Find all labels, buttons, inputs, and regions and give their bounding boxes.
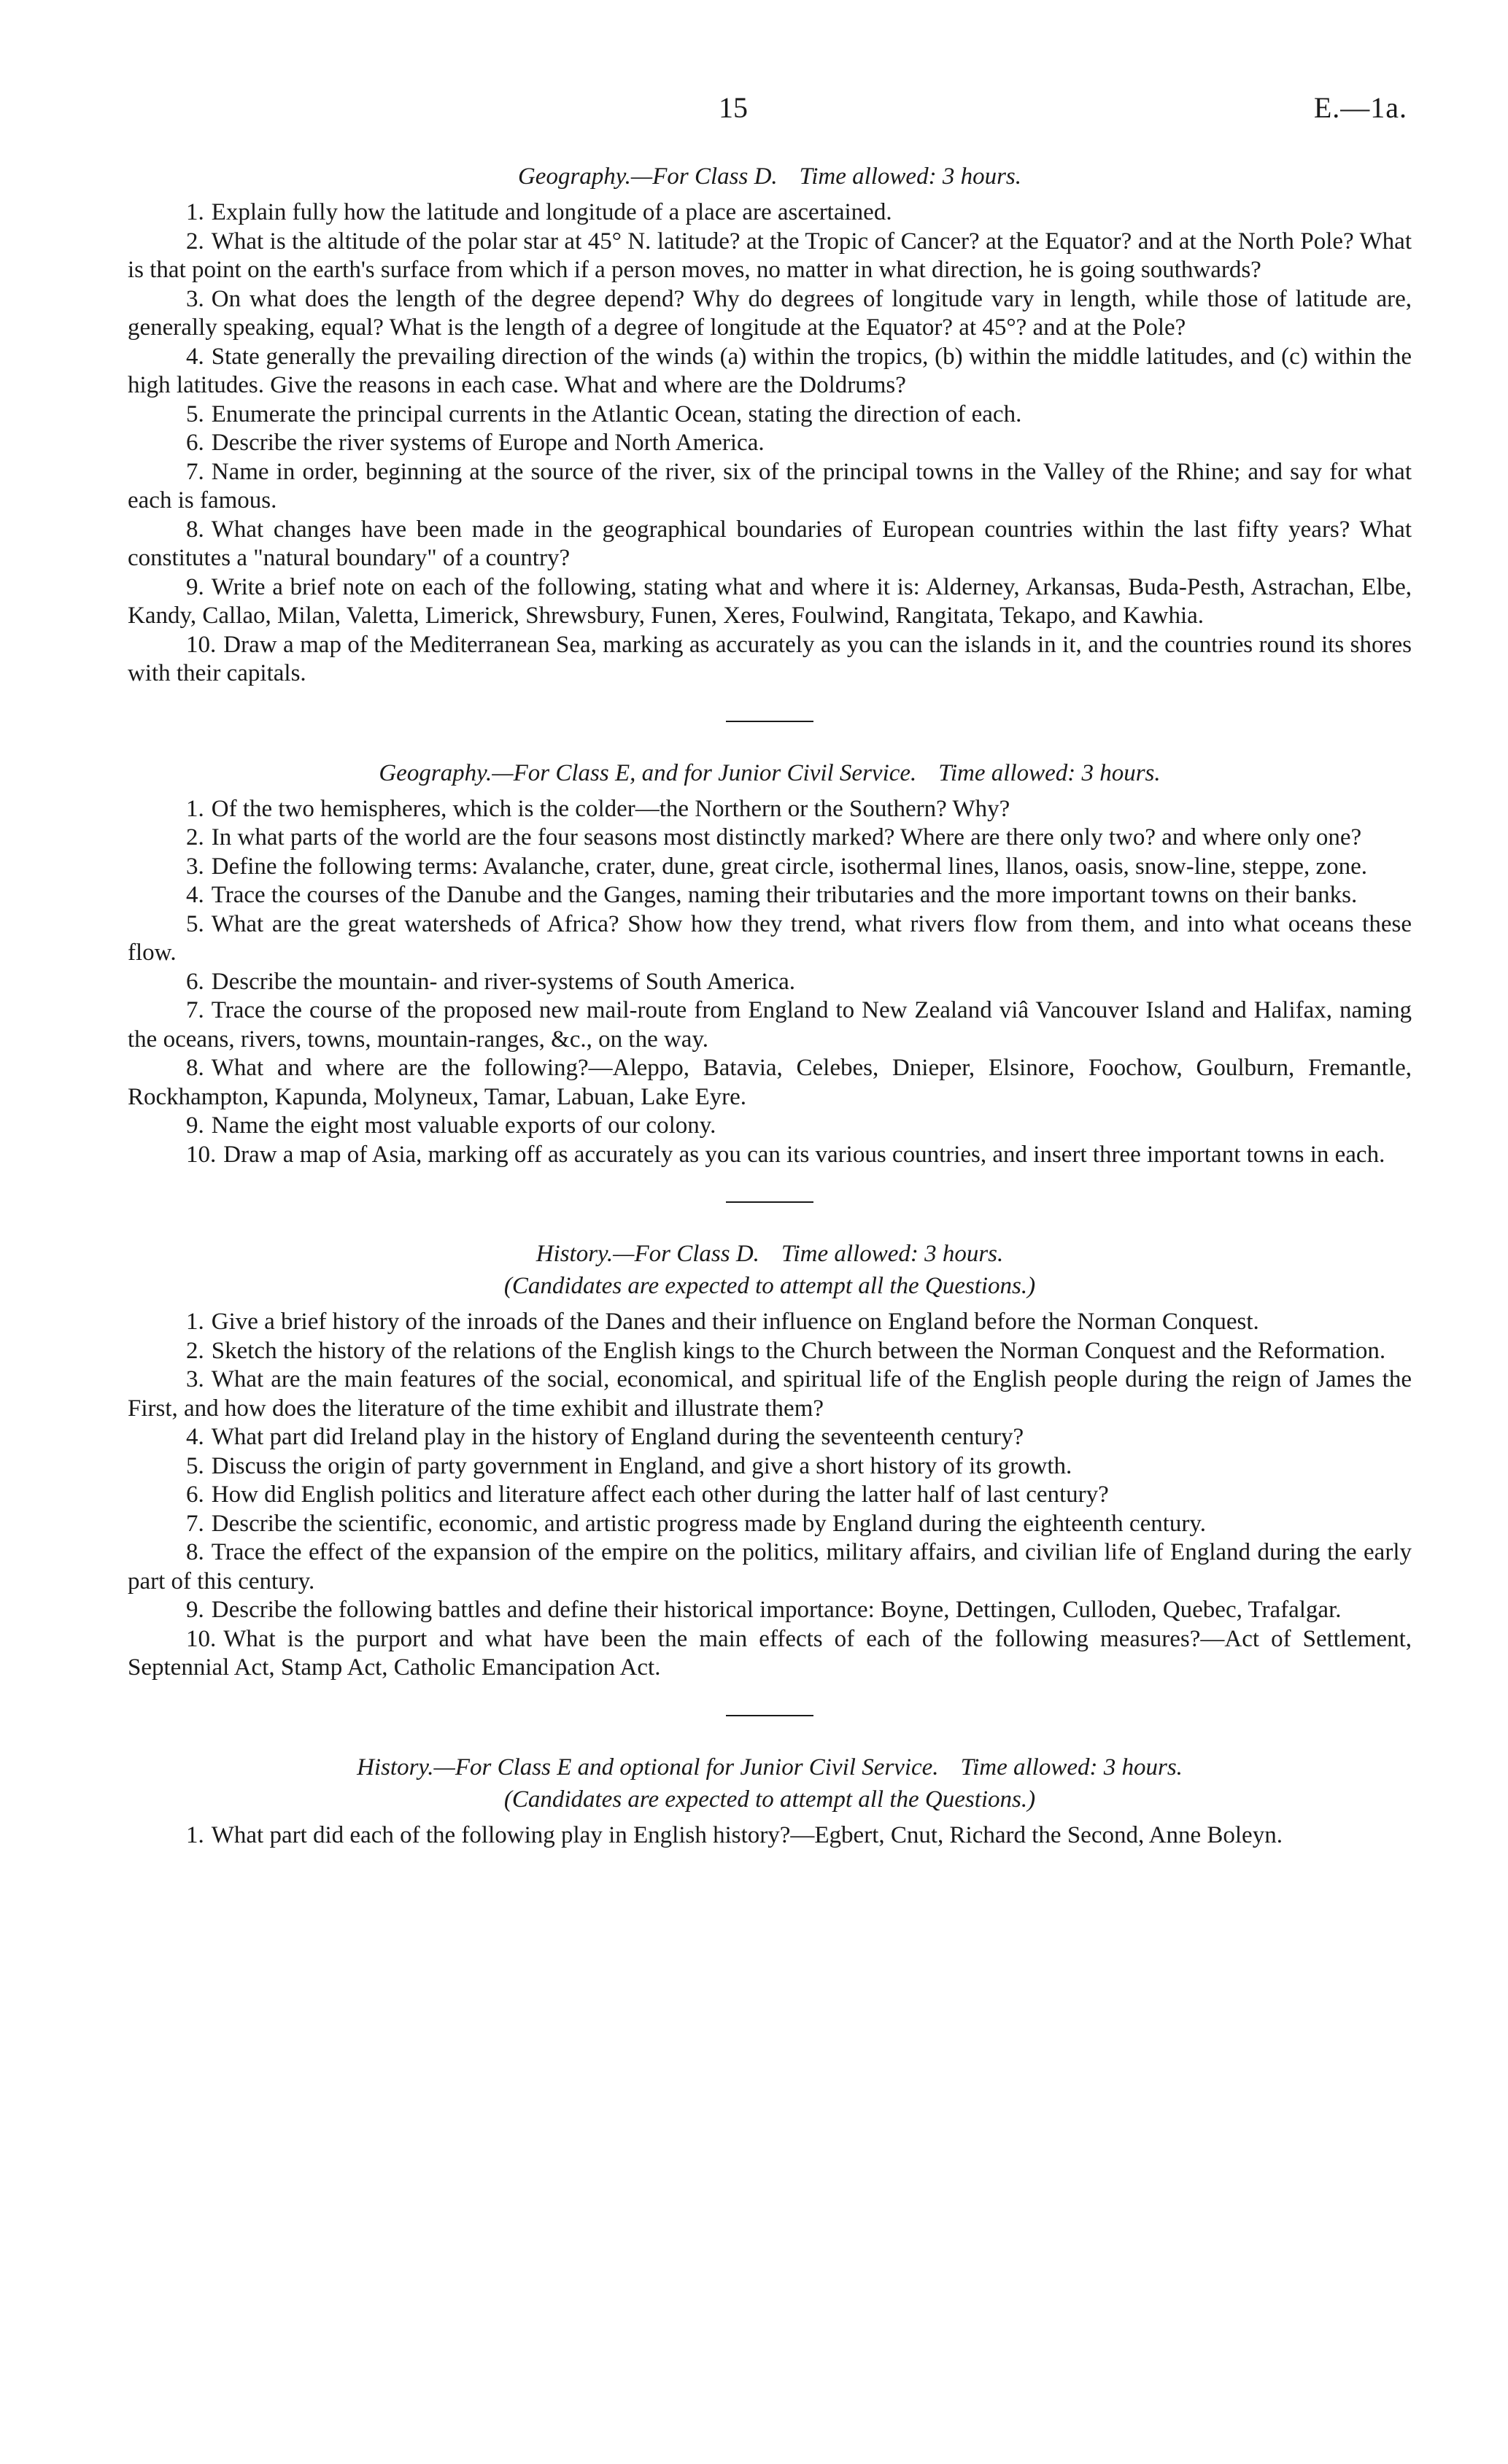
question-number: 6. xyxy=(186,1481,204,1508)
document-code: E.—1a. xyxy=(1313,91,1407,124)
question-number: 2. xyxy=(186,824,204,851)
question-item xyxy=(128,1538,1412,1596)
question-item xyxy=(128,853,1412,882)
question-list xyxy=(128,795,1412,1170)
question-item xyxy=(128,458,1412,516)
question-item xyxy=(128,1054,1412,1112)
time-allowed: Time allowed: 3 hours. xyxy=(799,163,1022,190)
question-item xyxy=(128,516,1412,573)
question-text: Explain fully how the latitude and longitude of a place are ascertained. xyxy=(211,199,892,225)
question-item xyxy=(128,400,1412,430)
question-item xyxy=(128,429,1412,458)
section-history-class-d xyxy=(128,1239,1412,1683)
question-number: 4. xyxy=(186,343,204,370)
question-text: What is the altitude of the polar star at 45° N. latitude? at the Tropic of Cancer? at the Equator? and at the North Pole? What is that point on the earth's surface from which if a person moves, no matter in what direction, he is going southwards? xyxy=(128,228,1412,283)
question-number: 10. xyxy=(186,1141,217,1168)
section-instruction: (Candidates are expected to attempt all the Questions.) xyxy=(503,1786,1036,1813)
question-item xyxy=(128,198,1412,228)
question-number: 10. xyxy=(186,1625,217,1652)
question-text: Name in order, beginning at the source of the river, six of the principal towns in the Valley of the Rhine; and say for what each is famous. xyxy=(128,458,1412,514)
time-allowed: Time allowed: 3 hours. xyxy=(960,1754,1183,1781)
question-item xyxy=(128,1141,1412,1170)
question-item xyxy=(128,1337,1412,1366)
question-number: 1. xyxy=(186,1309,204,1335)
question-number: 3. xyxy=(186,853,204,880)
section-title xyxy=(128,1753,1412,1782)
question-item xyxy=(128,824,1412,853)
question-text: Describe the scientific, economic, and artistic progress made by England during the eighteenth century. xyxy=(211,1510,1206,1537)
question-number: 9. xyxy=(186,1112,204,1139)
time-allowed: Time allowed: 3 hours. xyxy=(781,1241,1004,1267)
section-geography-class-e xyxy=(128,759,1412,1170)
question-number: 3. xyxy=(186,285,204,312)
section-title-text: Geography.—For Class E, and for Junior Civil Service. xyxy=(379,759,917,786)
time-allowed: Time allowed: 3 hours. xyxy=(938,759,1161,786)
question-number: 5. xyxy=(186,400,204,427)
question-number: 7. xyxy=(186,458,204,485)
question-text: Discuss the origin of party government in England, and give a short history of its growth. xyxy=(211,1452,1072,1479)
question-text: What are the great watersheds of Africa? Show how they trend, what rivers flow from them, and into what oceans these flow. xyxy=(128,910,1412,966)
question-number: 5. xyxy=(186,910,204,937)
section-title-text: Geography.—For Class D. xyxy=(517,163,778,190)
question-item xyxy=(128,996,1412,1054)
section-title-text: History.—For Class E and optional for Junior Civil Service. xyxy=(357,1754,939,1781)
question-text: Of the two hemispheres, which is the colder—the Northern or the Southern? Why? xyxy=(211,795,1010,822)
question-text: Name the eight most valuable exports of our colony. xyxy=(211,1112,716,1139)
question-item xyxy=(128,881,1412,910)
question-number: 2. xyxy=(186,1337,204,1364)
question-text: Give a brief history of the inroads of the Danes and their influence on England before the Norman Conquest. xyxy=(211,1309,1259,1335)
question-text: Draw a map of Asia, marking off as accurately as you can its various countries, and insert three important towns in each. xyxy=(223,1141,1385,1168)
question-text: What is the purport and what have been the main effects of each of the following measures?—Act of Settlement, Septennial Act, Stamp Act, Catholic Emancipation Act. xyxy=(128,1625,1412,1681)
question-item xyxy=(128,910,1412,968)
question-item xyxy=(128,1625,1412,1683)
question-text: What and where are the following?—Aleppo, Batavia, Celebes, Dnieper, Elsinore, Foochow, Goulburn, Fremantle, Rockhampton, Kapunda, Molyneux, Tamar, Labuan, Lake Eyre. xyxy=(128,1055,1412,1110)
question-number: 3. xyxy=(186,1366,204,1392)
section-history-class-e xyxy=(128,1753,1412,1851)
section-title xyxy=(128,162,1412,191)
question-text: Trace the course of the proposed new mail-route from England to New Zealand viâ Vancouver Island and Halifax, naming the oceans, rivers, towns, mountain-ranges, &c., on the way. xyxy=(128,997,1412,1053)
question-text: Draw a map of the Mediterranean Sea, marking as accurately as you can the islands in it, and the countries round its shores with their capitals. xyxy=(128,631,1412,686)
question-text: Write a brief note on each of the following, stating what and where it is: Alderney, Arkansas, Buda-Pesth, Astrachan, Elbe, Kandy, Callao, Milan, Valetta, Limerick, Shrewsbury, Funen, Xeres, Foulwind, Rangitata, Tekapo, and Kawhia. xyxy=(128,573,1412,629)
question-text: What part did each of the following play in English history?—Egbert, Cnut, Richard the Second, Anne Boleyn. xyxy=(211,1821,1283,1848)
question-number: 1. xyxy=(186,795,204,822)
question-number: 6. xyxy=(186,968,204,995)
question-number: 6. xyxy=(186,430,204,456)
question-text: Describe the river systems of Europe and North America. xyxy=(211,430,765,456)
question-number: 1. xyxy=(186,199,204,225)
section-divider xyxy=(726,721,813,722)
question-item xyxy=(128,1596,1412,1625)
question-text: On what does the length of the degree depend? Why do degrees of longitude vary in length, while those of latitude are, generally speaking, equal? What is the length of a degree of longitude at the Equator? at 45°? and at the Pole? xyxy=(128,285,1412,341)
question-text: Describe the following battles and define their historical importance: Boyne, Dettingen, Culloden, Quebec, Trafalgar. xyxy=(211,1597,1342,1623)
question-number: 4. xyxy=(186,882,204,908)
question-number: 9. xyxy=(186,1597,204,1623)
question-number: 8. xyxy=(186,516,204,543)
section-title xyxy=(128,1239,1412,1268)
question-text: Describe the mountain- and river-systems of South America. xyxy=(211,968,796,995)
question-item xyxy=(128,1510,1412,1539)
question-text: What changes have been made in the geographical boundaries of European countries within the last fifty years? What constitutes a "natural boundary" of a country? xyxy=(128,516,1412,571)
section-instruction: (Candidates are expected to attempt all the Questions.) xyxy=(503,1273,1036,1299)
question-text: Trace the effect of the expansion of the empire on the politics, military affairs, and civilian life of England during the early part of this century. xyxy=(128,1539,1412,1595)
exam-content xyxy=(128,162,1412,1850)
question-item xyxy=(128,1452,1412,1481)
question-item xyxy=(128,1423,1412,1452)
question-item xyxy=(128,1308,1412,1337)
question-number: 8. xyxy=(186,1055,204,1081)
question-number: 1. xyxy=(186,1821,204,1848)
page-number: 15 xyxy=(719,91,748,124)
question-text: What are the main features of the social, economical, and spiritual life of the English people during the reign of James the First, and how does the literature of the time exhibit and illustrate them? xyxy=(128,1366,1412,1422)
question-text: Enumerate the principal currents in the Atlantic Ocean, stating the direction of each. xyxy=(211,400,1022,427)
section-divider xyxy=(726,1201,813,1203)
question-item xyxy=(128,573,1412,631)
question-item xyxy=(128,285,1412,343)
question-number: 7. xyxy=(186,1510,204,1537)
section-title xyxy=(128,759,1412,788)
section-divider xyxy=(726,1715,813,1716)
question-item xyxy=(128,228,1412,285)
question-list xyxy=(128,1308,1412,1683)
question-item xyxy=(128,343,1412,400)
question-item xyxy=(128,1481,1412,1510)
question-number: 9. xyxy=(186,573,204,600)
section-geography-class-d xyxy=(128,162,1412,689)
question-item xyxy=(128,968,1412,997)
question-number: 10. xyxy=(186,631,217,658)
question-number: 5. xyxy=(186,1452,204,1479)
question-item xyxy=(128,1821,1412,1851)
question-text: In what parts of the world are the four seasons most distinctly marked? Where are there only two? and where only one? xyxy=(211,824,1362,851)
section-title-text: History.—For Class D. xyxy=(535,1241,759,1267)
question-number: 7. xyxy=(186,997,204,1023)
question-item xyxy=(128,1112,1412,1141)
question-text: Sketch the history of the relations of the English kings to the Church between the Norman Conquest and the Reformation. xyxy=(211,1337,1386,1364)
question-text: Trace the courses of the Danube and the Ganges, naming their tributaries and the more important towns on their banks. xyxy=(211,882,1358,908)
question-number: 8. xyxy=(186,1539,204,1565)
question-text: How did English politics and literature affect each other during the latter half of last century? xyxy=(211,1481,1109,1508)
question-item xyxy=(128,631,1412,689)
question-list xyxy=(128,198,1412,689)
question-number: 2. xyxy=(186,228,204,255)
question-text: What part did Ireland play in the history of England during the seventeenth century? xyxy=(211,1424,1024,1450)
question-item xyxy=(128,795,1412,824)
question-list xyxy=(128,1821,1412,1851)
question-number: 4. xyxy=(186,1424,204,1450)
question-text: State generally the prevailing direction of the winds (a) within the tropics, (b) within the middle latitudes, and (c) within the high latitudes. Give the reasons in each case. What and where are the Doldrums? xyxy=(128,343,1412,398)
question-text: Define the following terms: Avalanche, crater, dune, great circle, isothermal lines, llanos, oasis, snow-line, steppe, zone. xyxy=(211,853,1368,880)
question-item xyxy=(128,1365,1412,1423)
